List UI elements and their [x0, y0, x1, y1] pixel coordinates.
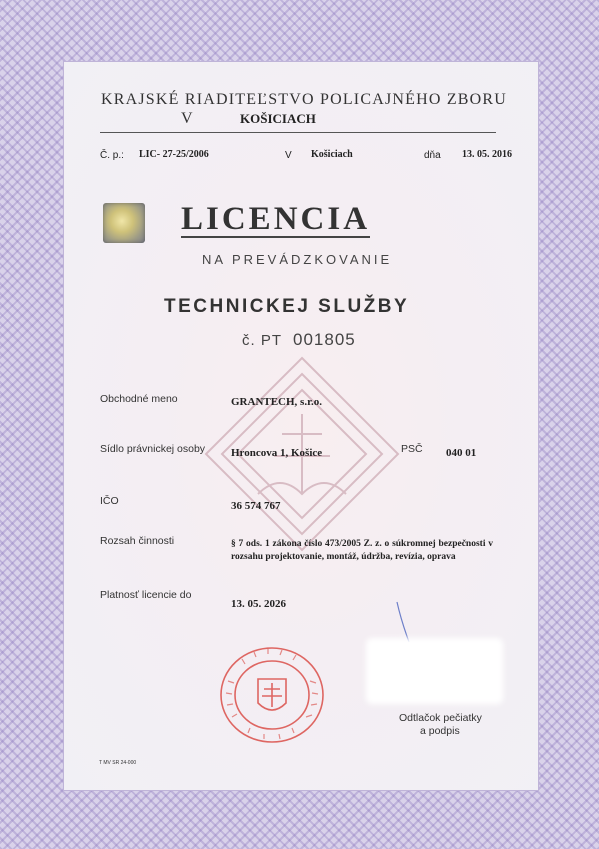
header-rule	[100, 132, 496, 133]
ref-date-label: dňa	[424, 150, 441, 161]
ref-place: Košiciach	[311, 149, 353, 160]
ico-value: 36 574 767	[231, 500, 281, 512]
redacted-signature	[366, 638, 503, 704]
ico-label: IČO	[100, 495, 119, 507]
seat-label: Sídlo právnickej osoby	[100, 443, 206, 455]
seat-value: Hroncova 1, Košice	[231, 447, 323, 459]
hologram-seal	[103, 203, 145, 243]
scope-label: Rozsah činnosti	[100, 535, 175, 547]
issuer-prefix: V	[181, 110, 194, 127]
ref-in-label: V	[285, 150, 292, 161]
license-number: 001805	[293, 330, 356, 349]
business-name-value: GRANTECH, s.r.o.	[231, 396, 322, 408]
service-type-title: TECHNICKEJ SLUŽBY	[164, 296, 410, 317]
official-stamp	[218, 645, 326, 745]
validity-value: 13. 05. 2026	[231, 598, 286, 610]
document-title: LICENCIA	[181, 201, 371, 237]
form-code: T MV SR 24-000	[99, 760, 137, 766]
psc-label: PSČ	[401, 443, 423, 455]
ref-label: Č. p.:	[100, 150, 124, 161]
ref-date: 13. 05. 2016	[462, 149, 512, 160]
issuer-name: KRAJSKÉ RIADITEĽSTVO POLICAJNÉHO ZBORU	[101, 91, 508, 108]
issuer-city: KOŠICIACH	[240, 111, 316, 126]
validity-label: Platnosť licencie do	[100, 589, 192, 601]
business-name-label: Obchodné meno	[100, 393, 178, 405]
ref-number: LIC- 27-25/2006	[139, 149, 209, 160]
document-subtitle: NA PREVÁDZKOVANIE	[202, 252, 393, 267]
stamp-label-line1: Odtlačok pečiatky	[399, 712, 482, 724]
stamp-label-line2: a podpis	[420, 725, 460, 737]
psc-value: 040 01	[446, 447, 477, 459]
license-number-prefix: č. PT	[242, 332, 283, 349]
scope-value: § 7 ods. 1 zákona číslo 473/2005 Z. z. o súkromnej bezpečnosti v rozsahu projektovanie, montáž, údržba, revízia, oprava	[231, 539, 493, 562]
